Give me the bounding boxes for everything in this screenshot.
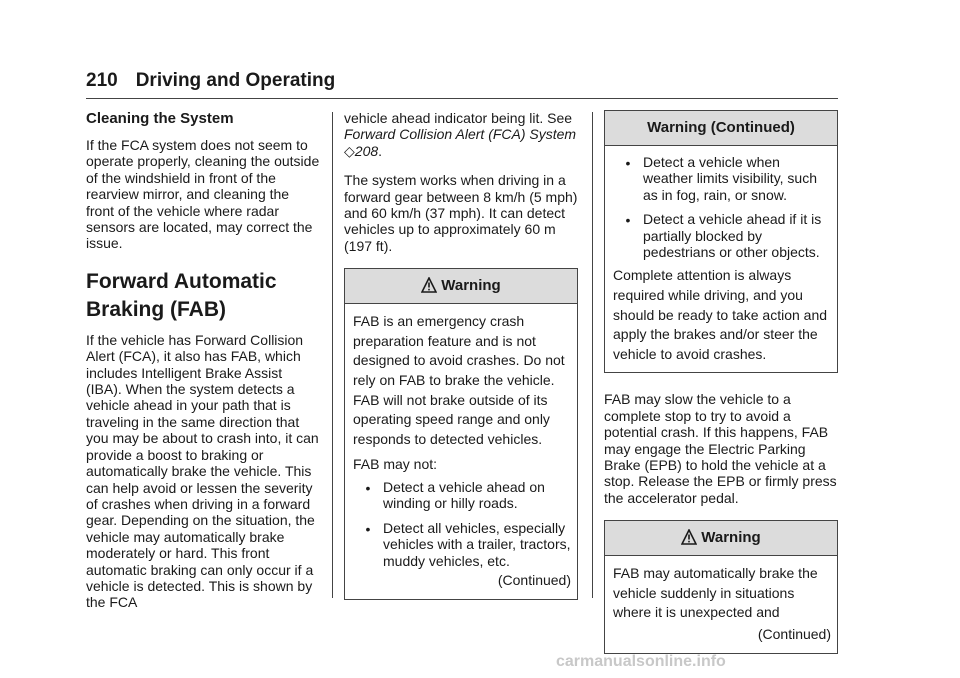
cross-reference-link[interactable]: Forward Collision Alert (FCA) System: [344, 126, 577, 143]
cross-reference-page[interactable]: 208: [354, 142, 379, 159]
list-item: [353, 479, 571, 512]
warning-header: Warning (Continued): [605, 111, 837, 146]
warning-body: [605, 556, 837, 652]
column-divider-2: [592, 112, 593, 598]
continued-label: (Continued): [497, 572, 571, 589]
warning-box-1: [344, 268, 578, 599]
paragraph-cleaning: If the FCA system does not seem to operate properly, cleaning the outside of the windshield in front of the rearview mirror, and cleaning the front of the vehicle where radar sensors are located, may correct the issue.: [86, 137, 320, 252]
paragraph-speed-range: The system works when driving in a forward gear between 8 km/h (5 mph) and 60 km/h (37 mph). It can detect vehicles up to approximately 60 m (197 ft).: [344, 172, 578, 254]
warning-title: Warning: [701, 529, 761, 547]
page-ref-arrow-icon: ◇: [344, 142, 355, 159]
bullet-icon: •: [625, 155, 631, 171]
column-2: [344, 110, 578, 600]
list-item: [353, 520, 571, 569]
list-item-text: Detect all vehicles, especially vehicles with a trailer, tractors, muddy vehicles, etc.: [383, 519, 571, 569]
column-1: [86, 110, 320, 611]
list-item-text: Detect a vehicle when weather limits visibility, such as in fog, rain, or snow.: [643, 154, 818, 203]
paragraph-fab-intro: If the vehicle has Forward Collision Alert (FCA), it also has FAB, which includes Intelligent Brake Assist (IBA). When the system detects a vehicle ahead in your path that is traveling in the same direction that you may be about to crash into, it can provide a boost to braking or automatically brake the vehicle. This can help avoid or lessen the severity of crashes when driving in a forward gear. Depending on the situation, the vehicle may automatically brake moderately or hard. This front automatic braking can only occur if a vehicle is detected. This is shown by the FCA: [86, 331, 319, 611]
warning-body: [605, 146, 837, 372]
list-item: [613, 211, 831, 260]
watermark: carmanualsonline.info: [556, 653, 726, 670]
section-heading-cleaning: Cleaning the System: [86, 110, 234, 127]
list-item: [613, 154, 831, 203]
list-item-text: Detect a vehicle ahead if it is partially blocked by pedestrians or other objects.: [643, 211, 822, 261]
warning-box-2: [604, 520, 838, 653]
list-item-text: Detect a vehicle ahead on winding or hilly roads.: [383, 479, 545, 512]
section-heading-fab: Forward Automatic Braking (FAB): [86, 269, 277, 321]
warning-text: FAB may automatically brake the vehicle suddenly in situations where it is unexpected and: [613, 565, 818, 621]
header-rule: [86, 98, 838, 99]
continued-label: (Continued): [757, 626, 831, 643]
bullet-icon: •: [625, 212, 631, 229]
warning-body: [345, 304, 577, 598]
warning-title: Warning: [441, 277, 501, 295]
warning-triangle-icon: [421, 272, 437, 306]
page-number: 210: [86, 70, 118, 91]
bullet-icon: •: [365, 520, 371, 537]
chapter-title: Driving and Operating: [135, 70, 336, 91]
warning-text: Complete attention is always required while driving, and you should be ready to take action and apply the brakes and/or steer the vehicle to avoid crashes.: [613, 267, 828, 362]
paragraph-fca-indicator: [344, 110, 578, 159]
warning-triangle-icon: [681, 524, 697, 558]
period: .: [378, 142, 383, 159]
warning-lead: FAB may not:: [353, 456, 438, 473]
warning-header: [345, 269, 577, 304]
warning-box-continued: [604, 110, 838, 373]
warning-header: [605, 521, 837, 556]
page-header: [86, 70, 838, 92]
para-text: vehicle ahead indicator being lit. See: [344, 110, 573, 126]
column-divider-1: [332, 112, 333, 598]
warning-text: FAB is an emergency crash preparation feature and is not designed to avoid crashes. Do not rely on FAB to brake the vehicle. FAB will not brake outside of its operating speed range and only responds to detected vehicles.: [353, 313, 565, 447]
bullet-icon: •: [365, 480, 371, 496]
paragraph-fab-stop: FAB may slow the vehicle to a complete stop to try to avoid a potential crash. If this happens, FAB may engage the Electric Parking Brake (EPB) to hold the vehicle at a stop. Release the EPB or firmly press the accelerator pedal.: [604, 391, 837, 506]
column-3: [604, 110, 838, 654]
